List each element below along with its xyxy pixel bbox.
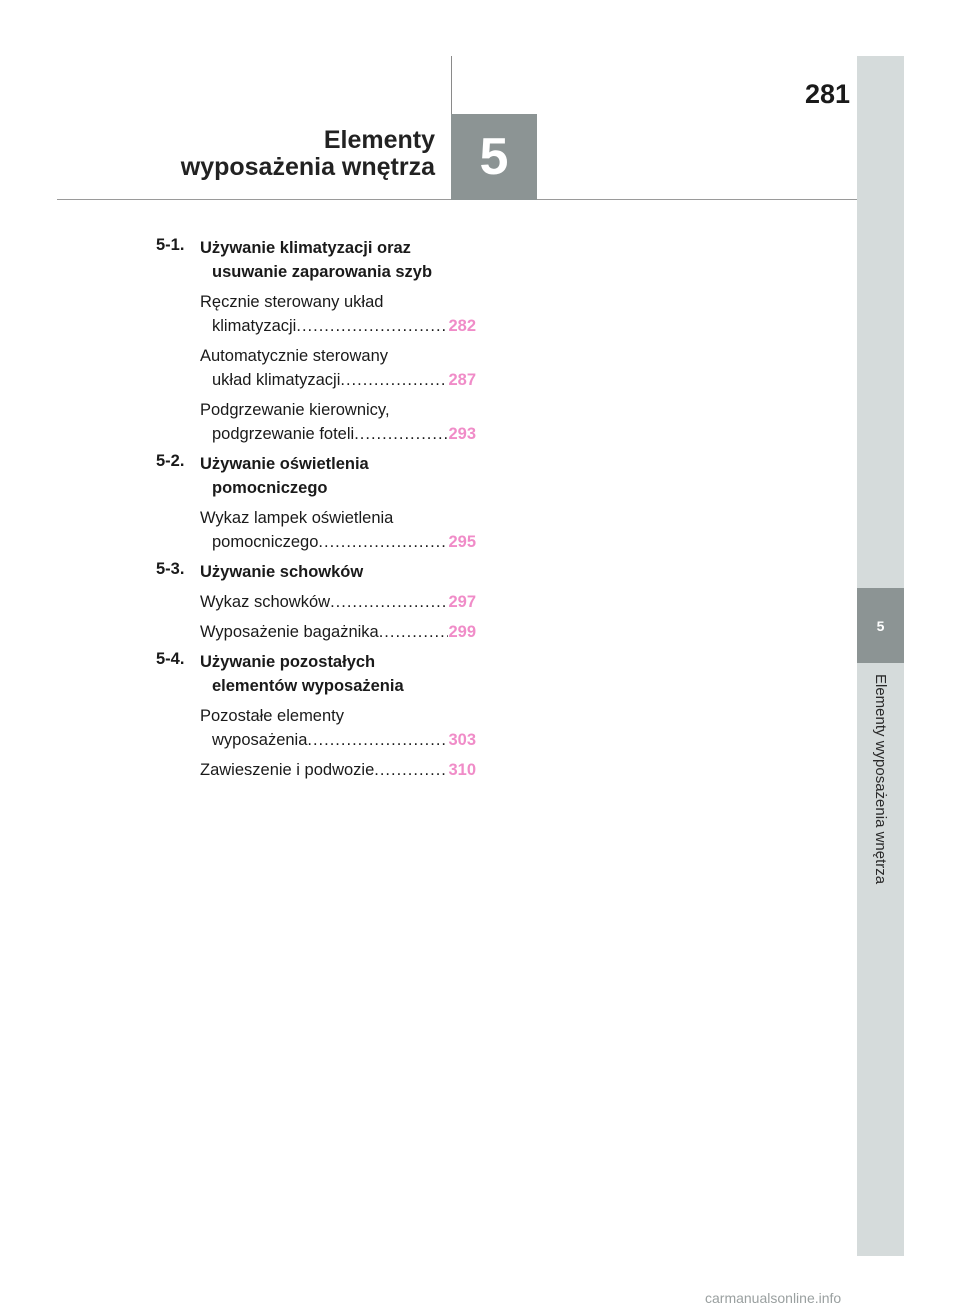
toc-entry[interactable] [200,758,476,782]
entry-title: Pozostałe elementy [200,707,344,725]
chapter-title-line2: wyposażenia wnętrza [180,153,435,181]
section-title-cont: pomocniczego [212,479,328,497]
section-number: 5-1. [156,236,185,254]
section-number: 5-3. [156,560,185,578]
page-link[interactable]: 303 [448,731,476,749]
chapter-number: 5 [479,128,509,186]
entry-title-cont: podgrzewanie foteli [212,425,355,443]
page-link[interactable]: 299 [448,623,476,641]
entry-title: Automatycznie sterowany [200,347,389,365]
chapter-title [181,127,435,181]
leader-dots [318,530,448,554]
toc-entry[interactable] [200,290,476,338]
toc-entry[interactable] [200,620,476,644]
toc-entry[interactable] [200,704,476,752]
leader-dots [330,590,448,614]
section-title: Używanie schowków [200,563,364,581]
toc-section-5-3[interactable] [156,560,476,584]
section-title-cont: elementów wyposażenia [212,677,404,695]
toc-section-5-1[interactable] [156,236,476,284]
page-link[interactable]: 310 [448,761,476,779]
page-link[interactable]: 282 [448,317,476,335]
section-title-cont: usuwanie zaparowania szyb [212,263,433,281]
entry-title-cont: układ klimatyzacji [212,371,341,389]
entry-title: Zawieszenie i podwozie [200,761,375,779]
toc-section-5-2[interactable] [156,452,476,500]
toc-entry[interactable] [200,344,476,392]
leader-dots [354,422,448,446]
entry-title: Podgrzewanie kierownicy, [200,401,390,419]
side-chapter-tab[interactable] [857,588,904,663]
section-title: Używanie klimatyzacji oraz [200,239,411,257]
entry-title-cont: wyposażenia [212,731,308,749]
page-link[interactable]: 297 [448,593,476,611]
side-tab-number: 5 [876,617,885,634]
entry-title: Wykaz lampek oświetlenia [200,509,394,527]
section-title: Używanie pozostałych [200,653,376,671]
header-vertical-rule [451,56,452,114]
table-of-contents [156,236,476,788]
page-link[interactable]: 287 [448,371,476,389]
toc-entry[interactable] [200,590,476,614]
page-number: 281 [804,79,850,109]
entry-title: Ręcznie sterowany układ [200,293,384,311]
entry-title: Wykaz schowków [200,593,331,611]
page-link[interactable]: 295 [448,533,476,551]
leader-dots [379,620,449,644]
leader-dots [307,728,448,752]
section-title: Używanie oświetlenia [200,455,369,473]
entry-title-cont: klimatyzacji [212,317,297,335]
watermark: carmanualsonline.info [705,1290,842,1306]
section-number: 5-4. [156,650,185,668]
leader-dots [296,314,448,338]
section-number: 5-2. [156,452,185,470]
entry-title-cont: pomocniczego [212,533,319,551]
side-chapter-label: Elementy wyposażenia wnętrza [872,674,889,885]
page-link[interactable]: 293 [448,425,476,443]
toc-entry[interactable] [200,398,476,446]
entry-title: Wyposażenie bagażnika [200,623,379,641]
toc-section-5-4[interactable] [156,650,476,698]
chapter-title-line1: Elementy [323,126,435,154]
leader-dots [374,758,448,782]
leader-dots [340,368,448,392]
chapter-number-box [451,114,537,200]
toc-entry[interactable] [200,506,476,554]
